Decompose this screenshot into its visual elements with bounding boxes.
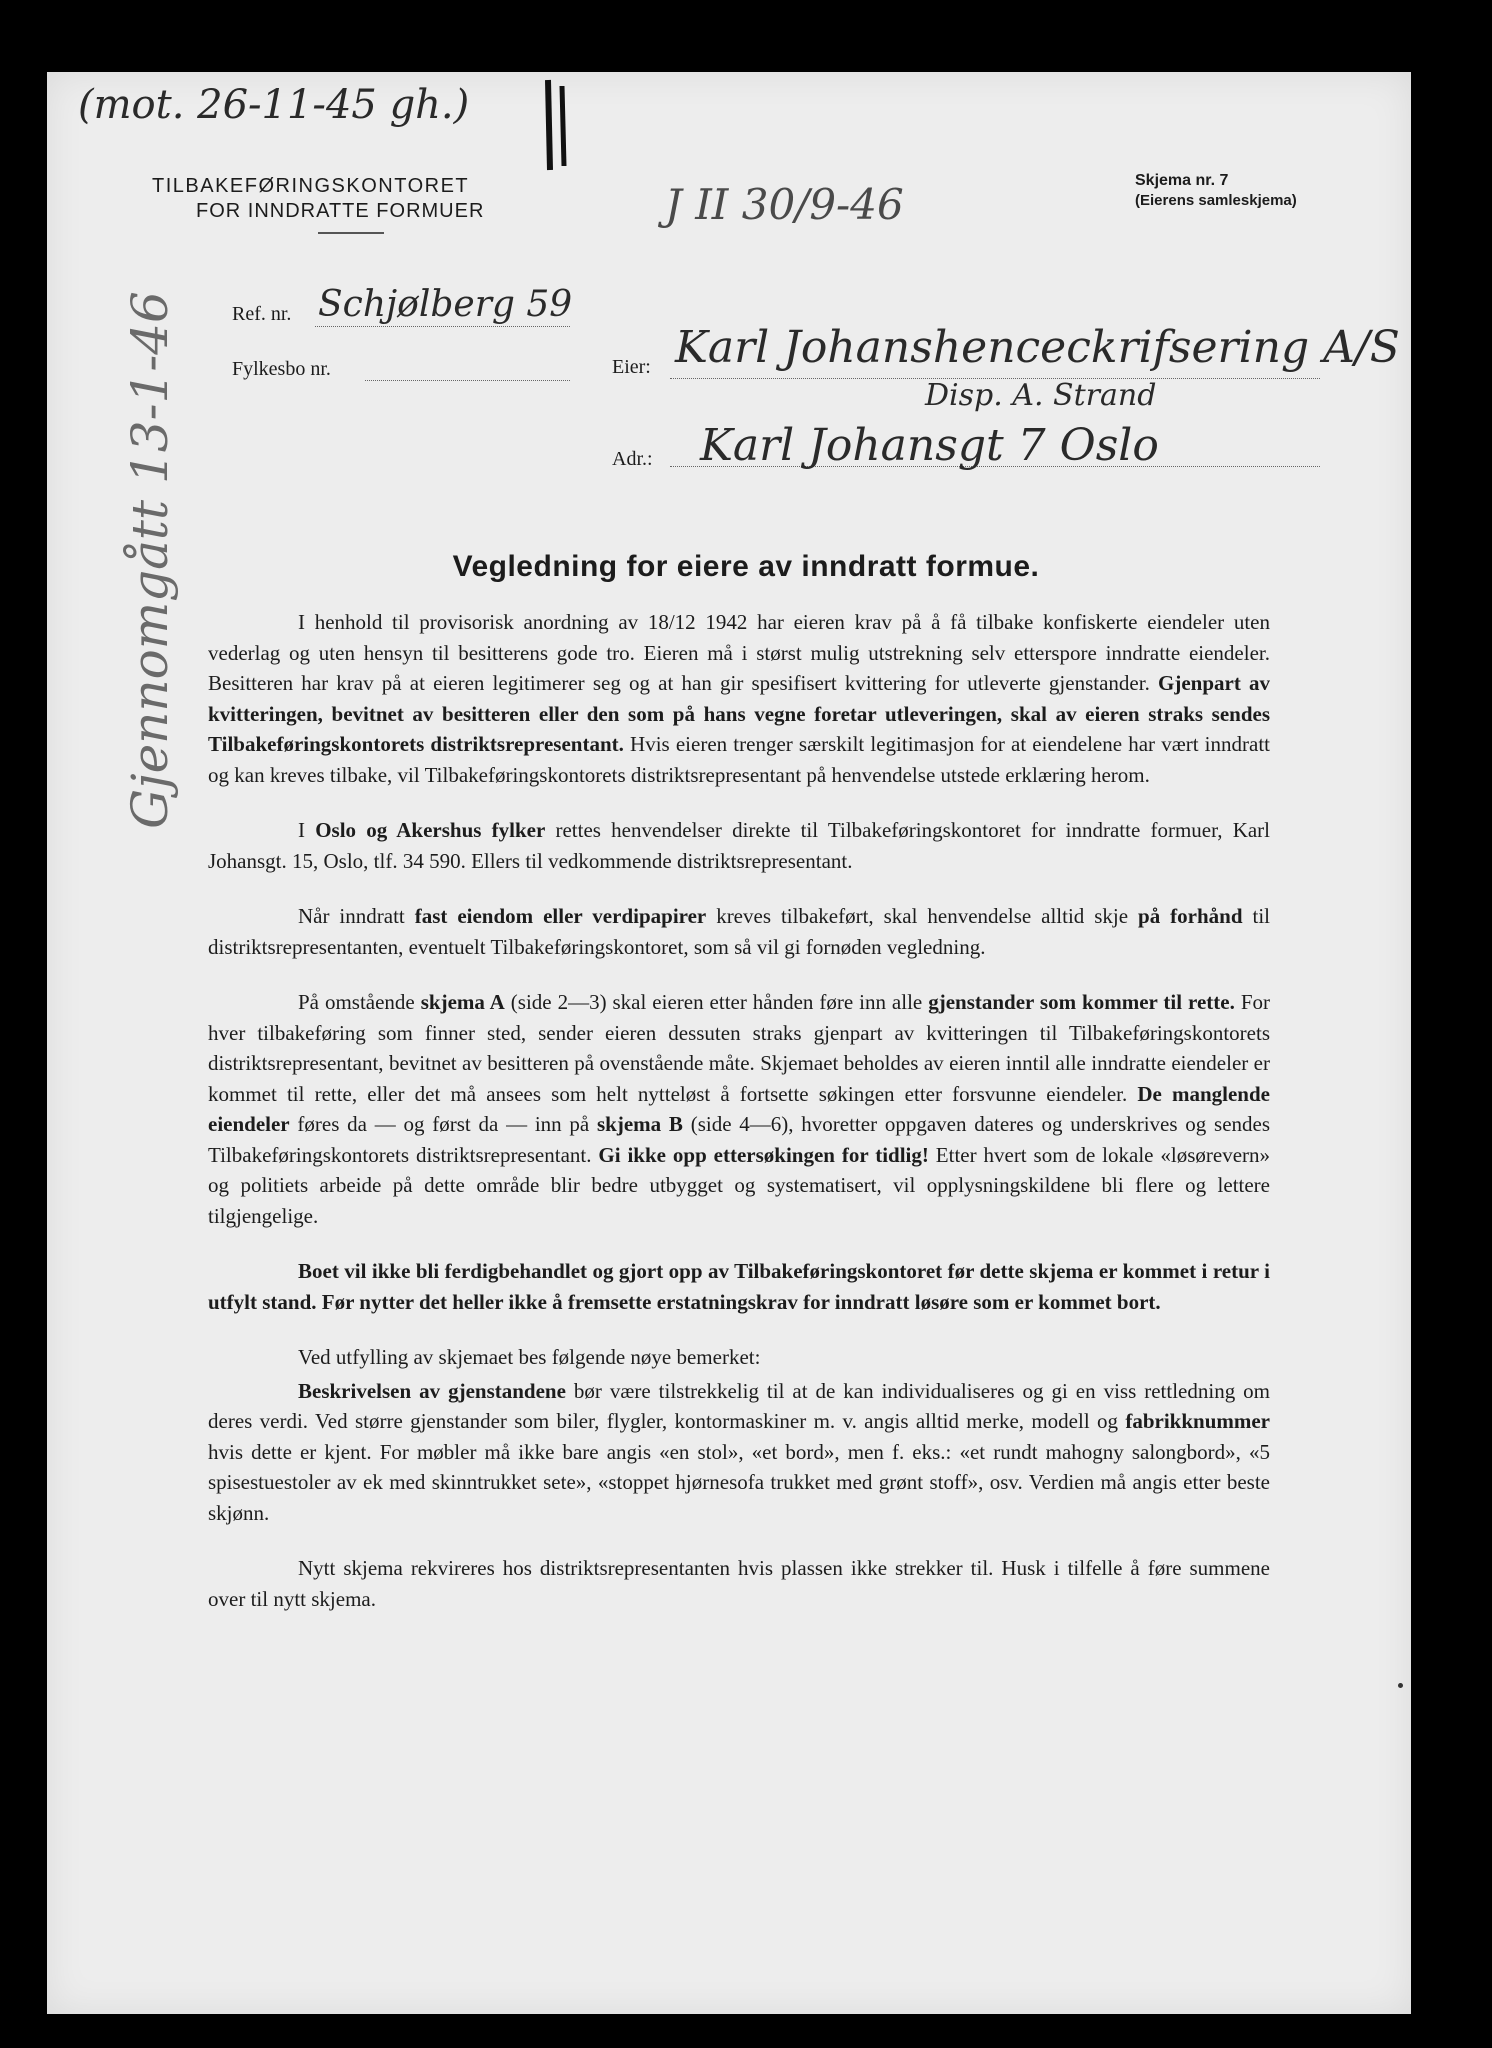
- ref-value: Schjølberg 59: [318, 284, 573, 325]
- paragraph-4: På omstående skjema A (side 2—3) skal eieren etter hånden føre inn alle gjenstander som kommer til rette. For hver tilbakeføring som finner sted, sender eieren dessuten straks gjenpart av kvitteringen til Tilbakeføringskontorets distriktsrepresentant, bevitnet av besitteren på ovenstående måte. Skjemaet beholdes av eieren inntil alle inndratte eiendeler er kommet til rette, eller det må ansees som helt nytteløst å fortsette søkingen etter forsvunne eiendeler. De manglende eiendeler føres da — og først da — inn på skjema B (side 4—6), hvoretter oppgaven dateres og underskrives og sendes Tilbakeføringskontorets distriktsrepresentant. Gi ikke opp ettersøkingen for tidlig! Etter hvert som de lokale «løsørevern» og politiets arbeide på dette område blir bedre utbygget og systematisert, vil opplysningskildene bli flere og lettere tilgjengelige.: [208, 990, 1271, 1228]
- paragraph-1: I henhold til provisorisk anordning av 18/12 1942 har eieren krav på å få tilbake konfiskerte eiendeler uten vederlag og uten hensyn til besitterens gode tro. Eieren må i størst mulig utstrekning selv etterspore inndratte eiendeler. Besitteren har krav på at eieren legitimerer seg og at han gir spesifisert kvittering for utleverte gjenstander. Gjenpart av kvitteringen, bevitnet av besitteren eller den som på hans vegne foretar utleveringen, skal av eieren straks sendes Tilbakeføringskontorets distriktsrepresentant. Hvis eieren trenger særskilt legitimasjon for at eiendelene har vært inndratt og kan kreves tilbake, vil Tilbakeføringskontorets distriktsrepresentant på henvendelse utstede erklæring herom.: [208, 610, 1270, 787]
- office-name-line2: FOR INNDRATTE FORMUER: [196, 200, 485, 222]
- paragraph-7: Beskrivelsen av gjenstandene bør være tilstrekkelig til at de kan individualiseres og gi en viss rettledning om deres verdi. Ved større gjenstander som biler, flygler, kontormaskiner m. v. angis alltid merke, modell og fabrikknummer hvis dette er kjent. For møbler må ikke bare angis «en stol», «et bord», men f. eks.: «et rundt mahogny salongbord», «5 spisestuestoler av ek med skinntrukket sete», «stoppet hjørnesofa trukket med grønt stoff», osv. Verdien må angis etter beste skjønn.: [208, 1378, 1271, 1525]
- paragraph-6: Ved utfylling av skjemaet bes følgende nøye bemerket:: [298, 1345, 761, 1369]
- paragraph-3: Når inndratt fast eiendom eller verdipapirer kreves tilbakeført, skal henvendelse alltid skje på forhånd til distriktsrepresentanten, eventuelt Tilbakeføringskontoret, som så vil gi fornøden vegledning.: [208, 904, 1270, 959]
- address-label: Adr.:: [612, 448, 653, 470]
- paragraph-8: Nytt skjema rekvireres hos distriktsrepresentanten hvis plassen ikke strekker til. Husk i tilfelle å føre summene over til nytt skjema.: [208, 1556, 1270, 1611]
- ink-dot: [1398, 1683, 1403, 1688]
- paragraph-5: Boet vil ikke bli ferdigbehandlet og gjort opp av Tilbakeføringskontoret før dette skjema er kommet i retur i utfylt stand. Før nytter det heller ikke å fremsette erstatningskrav for inndratt løsøre som er kommet bort.: [208, 1259, 1270, 1314]
- paragraph-2: I Oslo og Akershus fylker rettes henvendelser direkte til Tilbakeføringskontoret for inndratte formuer, Karl Johansgt. 15, Oslo, tlf. 34 590. Ellers til vedkommende distriktsrepresentant.: [208, 818, 1271, 873]
- address-value: Karl Johansgt 7 Oslo: [700, 420, 1159, 471]
- owner-label: Eier:: [612, 356, 651, 378]
- owner-sub-value: Disp. A. Strand: [925, 378, 1157, 413]
- page-title: Vegledning for eiere av inndratt formue.: [452, 550, 1040, 583]
- ref-dotline: [315, 326, 570, 327]
- ref-label: Ref. nr.: [232, 303, 292, 325]
- fylkesbo-dotline: [365, 380, 570, 381]
- office-name-line1: TILBAKEFØRINGSKONTORET: [152, 175, 470, 197]
- pen-ticks: [542, 78, 572, 173]
- schema-subtitle: (Eierens samleskjema): [1135, 192, 1297, 209]
- handwritten-margin-note: Gjennomgått 13-1-46: [121, 291, 179, 829]
- schema-number: Skjema nr. 7: [1135, 172, 1229, 189]
- handwritten-journal-mark: J II 30/9-46: [665, 180, 904, 229]
- fylkesbo-label: Fylkesbo nr.: [232, 358, 331, 380]
- office-rule: [318, 232, 384, 234]
- owner-value: Karl Johanshenceckrifsering A/S: [675, 322, 1400, 373]
- handwritten-top-note: (mot. 26-11-45 gh.): [78, 82, 470, 128]
- body-text: [208, 607, 1270, 1639]
